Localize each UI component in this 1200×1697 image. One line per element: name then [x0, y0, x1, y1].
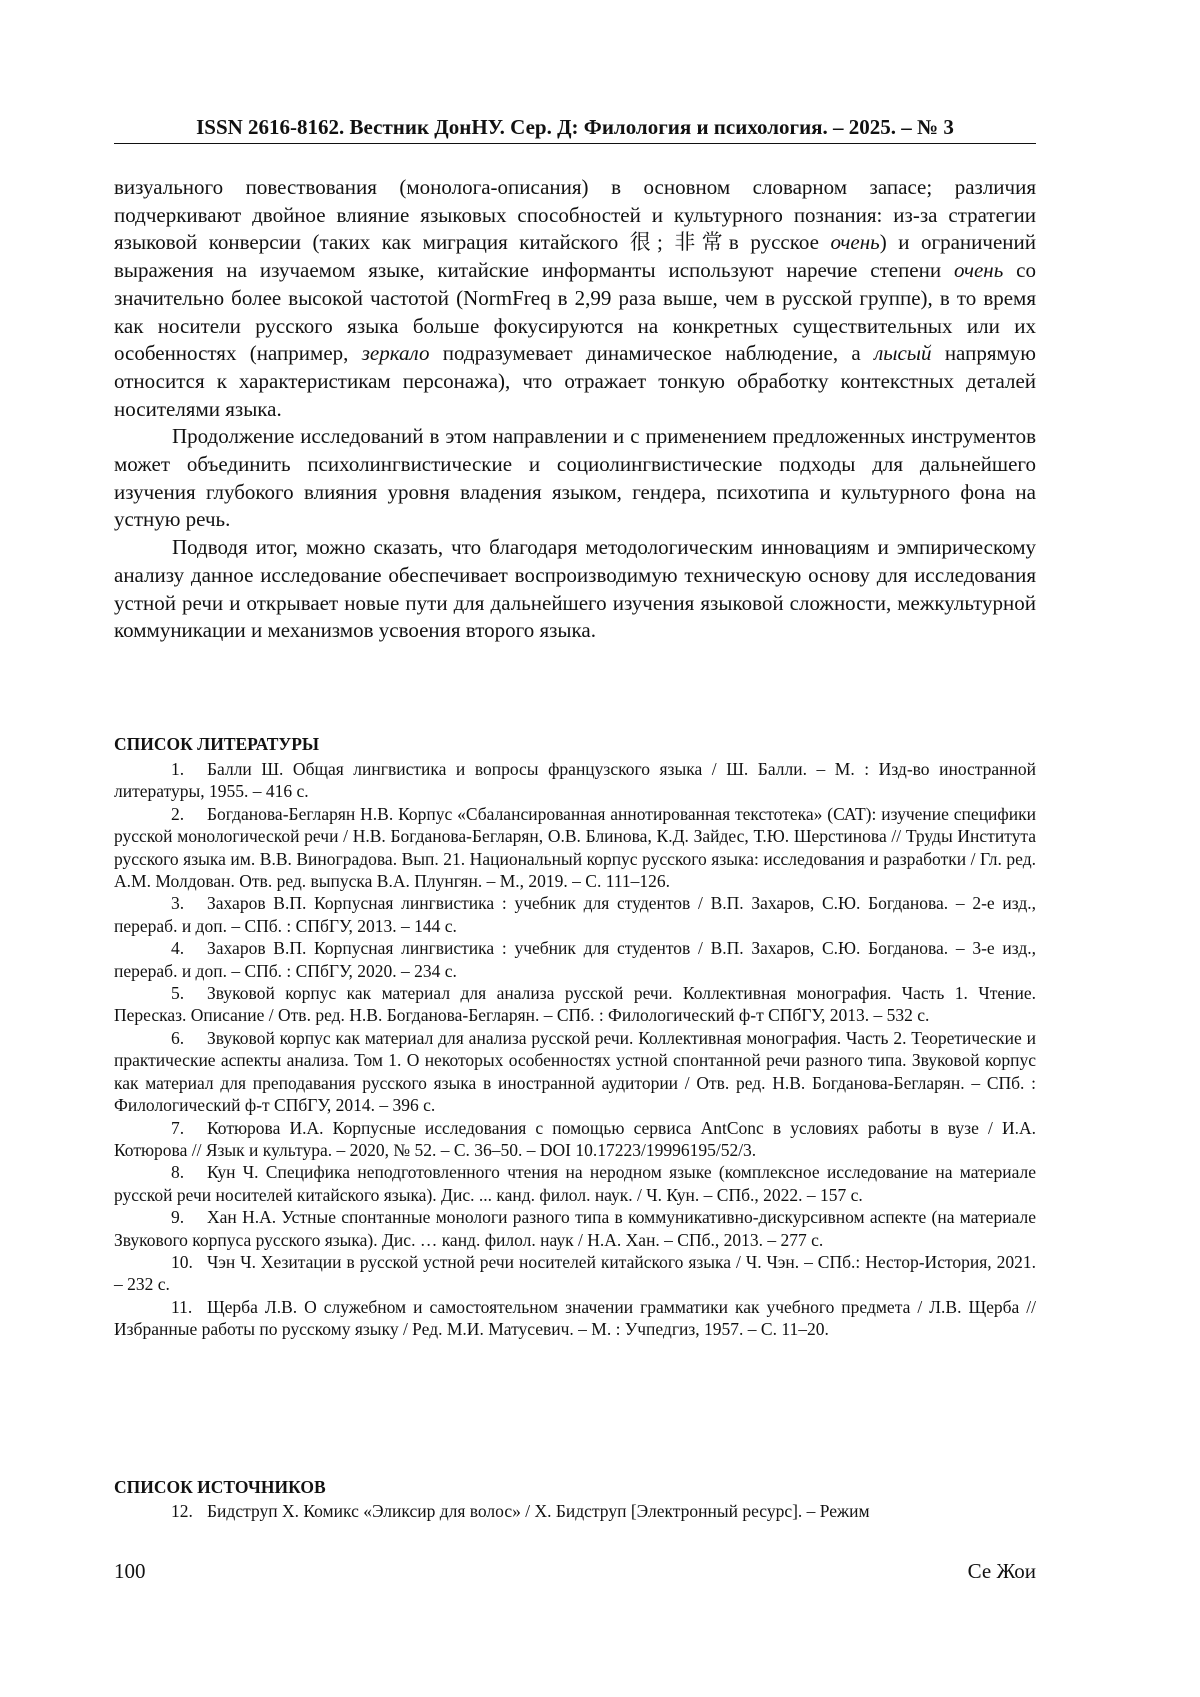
p1-italic-1: очень: [830, 230, 880, 255]
literature-title: СПИСОК ЛИТЕРАТУРЫ: [114, 734, 320, 754]
p1-italic-4: лысый: [874, 341, 932, 366]
reference-text: Кун Ч. Специфика неподготовленного чтения на неродном языке (комплексное исследование на материале русской речи носителей китайского языка). Дис. ... канд. филол. наук. / Ч. Кун. – СПб., 2022. – 157 с.: [114, 1162, 1036, 1205]
paragraph-3: Подводя итог, можно сказать, что благодаря методологическим инновациям и эмпирическому анализу данное исследование обеспечивает воспроизводимую техническую основу для исследования устной речи и открывает новые пути для дальнейшего изучения языковой сложности, межкультурной коммуникации и механизмов усвоения второго языка.: [114, 535, 1036, 643]
reference-text: Щерба Л.В. О служебном и самостоятельном значении грамматики как учебного предмета / Л.В. Щерба // Избранные работы по русскому языку / Ред. М.И. Матусевич. – М. : Учпедгиз, 1957. – С. 11–20.: [114, 1296, 1036, 1340]
reference-item: [114, 758, 1036, 803]
reference-item: [114, 937, 1036, 982]
reference-text: Звуковой корпус как материал для анализа русской речи. Коллективная монография. Часть 2. Теоретические и практические аспекты анализа. Том 1. О некоторых особенностях устной спонтанной речи разного типа. Звуковой корпус как материал для преподавания русского языка в иностранной аудитории / Отв. ред. Н.В. Богданова-Бегларян. – СПб. : Филологический ф-т СПбГУ, 2014. – 396 с.: [114, 1027, 1036, 1116]
p1-text-2: ) и ограничений выражения на изучаемом языке, китайские информанты используют наречие степени: [114, 230, 1036, 283]
p1-italic-3: зеркало: [361, 341, 430, 366]
p1-text-5: напрямую относится к характеристикам персонажа), что отражает тонкую обработку контекстных деталей носителями языка.: [114, 341, 1036, 421]
reference-text: Захаров В.П. Корпусная лингвистика : учебник для студентов / В.П. Захаров, С.Ю. Богданова. – 2-е изд., перераб. и доп. – СПб. : СПбГУ, 2013. – 144 с.: [114, 893, 1036, 936]
reference-number: 11.: [171, 1296, 193, 1317]
reference-number: 10.: [171, 1251, 193, 1272]
main-text: [114, 174, 1036, 645]
reference-text: Захаров В.П. Корпусная лингвистика : учебник для студентов / В.П. Захаров, С.Ю. Богданова. – 3-е изд., перераб. и доп. – СПб. : СПбГУ, 2020. – 234 с.: [114, 938, 1036, 981]
reference-number: 1.: [171, 759, 185, 779]
reference-text: Котюрова И.А. Корпусные исследования с помощью сервиса AntConc в условиях работы в вузе / И.А. Котюрова // Язык и культура. – 2020, № 52. – С. 36–50. – DOI 10.17223/19996195/52/3.: [114, 1117, 1036, 1160]
author-name: Се Жои: [967, 1559, 1036, 1583]
reference-item: [114, 982, 1036, 1027]
reference-number: 3.: [171, 893, 185, 914]
reference-text: Бидструп Х. Комикс «Эликсир для волос» / Х. Бидструп [Электронный ресурс]. – Режим: [207, 1501, 870, 1521]
reference-text: Богданова-Бегларян Н.В. Корпус «Сбалансированная аннотированная текстотека» (САТ): изучение специфики русской монологической речи / Н.В. Богданова-Бегларян, О.В. Блинова, К.Д. Зайдес, Т.Ю. Шерстинова // Труды Института русского языка им. В.В. Виноградова. Вып. 21. Национальный корпус русского языка: исследования и разработки / Гл. ред. А.М. Молдован. Отв. ред. выпуска В.А. Плунгян. – М., 2019. – С. 111–126.: [114, 803, 1036, 892]
p1-italic-2: очень: [954, 258, 1004, 283]
paragraph-1: [114, 174, 1036, 423]
reference-item: [114, 1251, 1036, 1296]
literature-list: [114, 758, 1036, 1341]
reference-number: 6.: [171, 1027, 185, 1048]
reference-text: Чэн Ч. Хезитации в русской устной речи носителей китайского языка / Ч. Чэн. – СПб.: Нестор-История, 2021. – 232 с.: [114, 1251, 1036, 1295]
reference-item: [114, 1027, 1036, 1117]
reference-number: 9.: [171, 1207, 185, 1228]
reference-item: [114, 892, 1036, 937]
reference-item: [114, 803, 1036, 893]
sources-list: [114, 1500, 1036, 1522]
reference-text: Хан Н.А. Устные спонтанные монологи разного типа в коммуникативно-дискурсивном аспекте (на материале Звукового корпуса русского языка). Дис. … канд. филол. наук / Н.А. Хан. – СПб., 2013. – 277 с.: [114, 1207, 1036, 1250]
reference-number: 2.: [171, 803, 185, 824]
p1-text-1: визуального повествования (монолога-описания) в основном словарном запасе; различия подчеркивают двойное влияние языковых способностей и культурного познания: из-за стратегии языковой конверсии (таких как миграция китайского 很; 非常в русское: [114, 175, 1036, 255]
reference-text: Звуковой корпус как материал для анализа русской речи. Коллективная монография. Часть 1. Чтение. Пересказ. Описание / Отв. ред. Н.В. Богданова-Бегларян. – СПб. : Филологический ф-т СПбГУ, 2013. – 532 с.: [114, 983, 1036, 1026]
reference-number: 7.: [171, 1117, 185, 1138]
reference-item: [114, 1206, 1036, 1251]
reference-item: [114, 1117, 1036, 1162]
reference-item: [114, 1500, 1036, 1522]
journal-header: ISSN 2616-8162. Вестник ДонНУ. Сер. Д: Филология и психология. – 2025. – № 3: [114, 114, 1036, 144]
page-number: 100: [114, 1559, 146, 1583]
paragraph-2: Продолжение исследований в этом направлении и с применением предложенных инструментов может объединить психолингвистические и социолингвистические подходы для дальнейшего изучения глубокого влияния уровня владения языком, гендера, психотипа и культурного фона на устную речь.: [114, 424, 1036, 532]
reference-number: 5.: [171, 983, 185, 1004]
p1-text-4: подразумевает динамическое наблюдение, а: [429, 341, 875, 366]
reference-item: [114, 1296, 1036, 1341]
reference-text: Балли Ш. Общая лингвистика и вопросы французского языка / Ш. Балли. – М. : Изд-во иностранной литературы, 1955. – 416 с.: [114, 759, 1036, 802]
reference-number: 4.: [171, 938, 185, 959]
sources-title: СПИСОК ИСТОЧНИКОВ: [114, 1477, 326, 1497]
reference-item: [114, 1161, 1036, 1206]
reference-number: 12.: [171, 1501, 193, 1521]
reference-number: 8.: [171, 1162, 185, 1183]
p1-text-3: со значительно более высокой частотой (NormFreq в 2,99 раза выше, чем в русской группе), в то время как носители русского языка больше фокусируются на конкретных существительных или их особенностях (например,: [114, 258, 1036, 366]
